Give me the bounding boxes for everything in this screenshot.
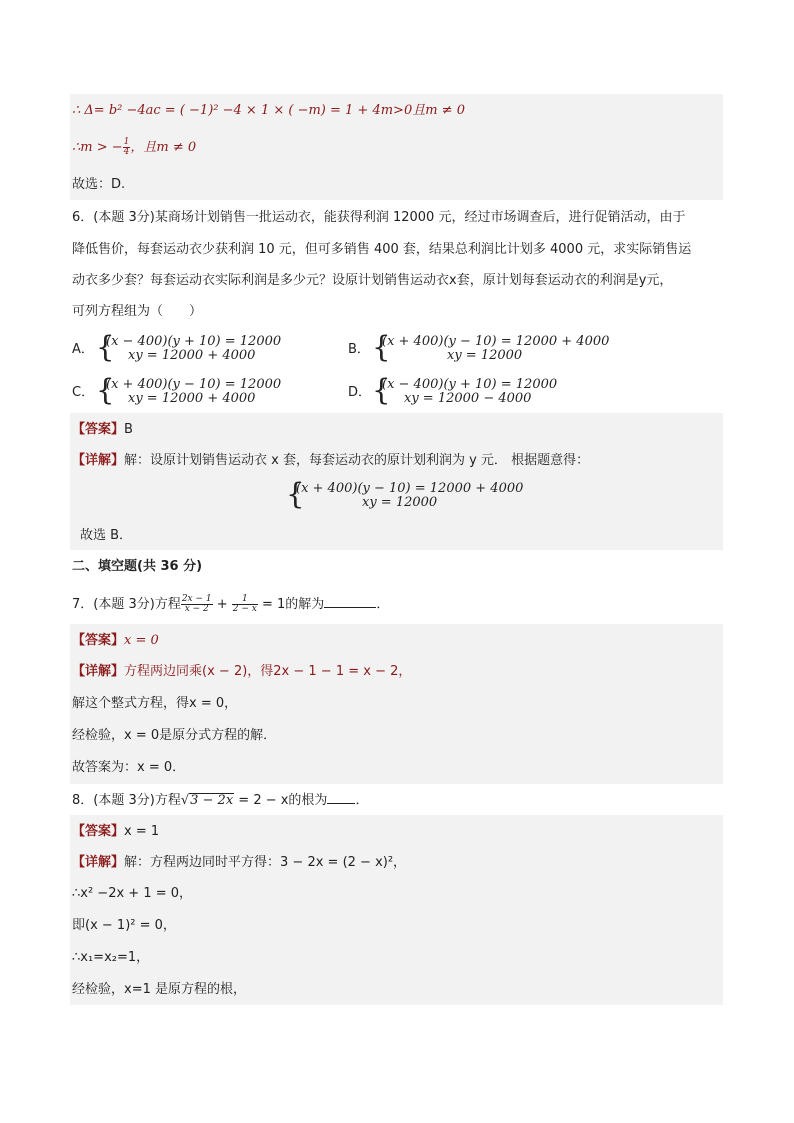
question-6-stem-line3: 动衣多少套？每套运动衣实际利润是多少元？设原计划销售运动衣x套，原计划每套运动衣的利润是y元， [72,273,673,288]
option-a-label: A． [72,342,94,357]
detail-tag: 【详解】 [72,664,125,679]
answer-blank[interactable] [324,594,376,608]
q7-detail-line1: 【详解】方程两边同乘(x − 2)，得2x − 1 − 1 = x − 2， [72,664,412,679]
sqrt-content: 3 − 2x [190,793,234,808]
detail-tag: 【详解】 [72,453,125,468]
fraction-1-over-2-minus-x: $\frac{1}{2 - x}$ [232,594,257,614]
q6-answer: B [124,422,133,437]
detail-tag: 【详解】 [72,855,125,870]
answer-tag: 【答案】 [72,633,125,648]
left-brace-icon: { [372,373,391,407]
answer-tag: 【答案】 [72,824,125,839]
solution-line-m-range: ∴m > − $\frac{1}{4}$ ，且m ≠ 0 [72,137,197,157]
q8-answer: x = 1 [124,824,160,839]
q8-answer-line [72,822,159,842]
fraction-2x-minus-1-over-x-minus-2: $\frac{2x - 1}{x - 2}$ [181,594,212,614]
q8-detail-line4: ∴x₁=x₂=1， [72,950,150,965]
q8-detail-line2: ∴x² −2x + 1 = 0， [72,886,193,901]
document-page: ∴ Δ= b² −4ac = ( −1)² −4 × 1 × ( −m) = 1 + 4m>0且m ≠ 0 ∴m > − $\frac{1}{4}$ ，且m ≠ 0 故选：D. 6．(本题 3分)某商场计划销售一批运动衣，能获得利润 12000 元，经过市场调查后，进行促销活动，由于 降低售价，每套运动衣少获利润 10 元，但可多销售 400 套，结果总利润比计划多 4000 元，求实际销售运 动衣多少套？每套运动衣实际利润是多少元？设原计划销售运动衣x套，原计划每套运动衣的利润是y元， 可列方程组为（ ） A． { (x − 400)(y + 10) = 12000 xy = 12000 + 4000 B． { (x + 400)(y − 10) = 12000 + 4000 xy = 12000 C． { (x + 400)(y − 10) = 12000 xy = 12000 + 4000 D． { (x − 400)(y + 10) = 12000 xy = 12000 − 4000 【答案】B 【详解】解：设原计划销售运动衣 x 套，每套运动衣的原计划利润为 y 元． 根据题意得： { (x + 400)(y − 10) = 12000 + 4000 xy = 12000 故选 B． 二、填空题(共 36 分) 7．(本题 3分)方程 $\frac{2x - 1}{x - 2}$ + $\frac{1}{2 - x}$ = 1的解为 ． 【答案】x = 0 【详解】方程两边同乘(x − 2)，得2x − 1 − 1 = x − 2， 解这个整式方程，得x = 0， 经检验，x = 0是原分式方程的解． 故答案为：x = 0． 8．(本题 3分)方程√3 − 2x = 2 − x的根为 ． 【答案】x = 1 【详解】解：方程两边同时平方得：3 − 2x = (2 − x)²， ∴x² −2x + 1 = 0， 即(x − 1)² = 0， ∴x₁=x₂=1， 经检验，x=1 是原方程的根， [0,0,794,1123]
q7-detail-line3: 经检验，x = 0是原分式方程的解． [72,728,277,743]
question-8-stem: 8．(本题 3分)方程√3 − 2x = 2 − x的根为 ． [72,790,368,811]
solution-line-choice: 故选：D. [72,177,126,192]
option-c-label: C． [72,385,95,400]
question-7-stem: 7．(本题 3分)方程 $\frac{2x - 1}{x - 2}$ + $\frac{1}{2 - x}$ = 1的解为 ． [72,594,390,614]
left-brace-icon: { [96,373,115,407]
q6-answer-line [72,420,133,440]
q7-answer: x = 0 [124,633,159,648]
q7-detail-line2: 解这个整式方程，得x = 0， [72,696,238,711]
question-6-stem-line4: 可列方程组为（ ） [72,304,203,319]
option-b-label: B． [348,342,370,357]
question-6-stem-line2: 降低售价，每套运动衣少获利润 10 元，但可多销售 400 套，结果总利润比计划多 4000 元，求实际销售运 [72,242,692,257]
left-brace-icon: { [96,330,115,364]
option-d-label: D． [348,385,372,400]
q6-conclusion: 故选 B． [80,528,133,543]
q7-detail-line4: 故答案为：x = 0． [72,760,186,775]
left-brace-icon: { [372,330,391,364]
answer-block-q8 [70,815,723,1005]
q7-answer-line [72,631,159,651]
section-title-fill-in: 二、填空题(共 36 分) [72,559,203,574]
question-6-stem-line1: 6．(本题 3分)某商场计划销售一批运动衣，能获得利润 12000 元，经过市场调查后，进行促销活动，由于 [72,210,686,225]
sqrt-icon: √ [180,793,190,808]
q8-detail-line3: 即(x − 1)² = 0， [72,918,176,933]
q8-detail-line1: 【详解】解：方程两边同时平方得：3 − 2x = (2 − x)²， [72,855,407,870]
answer-tag: 【答案】 [72,422,125,437]
left-brace-icon: { [286,477,305,511]
q6-detail-line: 【详解】解：设原计划销售运动衣 x 套，每套运动衣的原计划利润为 y 元． 根据题意得： [72,453,590,468]
q8-detail-line5: 经检验，x=1 是原方程的根， [72,982,246,997]
solution-line-discriminant: ∴ Δ= b² −4ac = ( −1)² −4 × 1 × ( −m) = 1 + 4m>0且m ≠ 0 [72,103,465,118]
fraction-one-quarter: $\frac{1}{4}$ [123,137,130,157]
answer-blank[interactable] [327,790,355,804]
